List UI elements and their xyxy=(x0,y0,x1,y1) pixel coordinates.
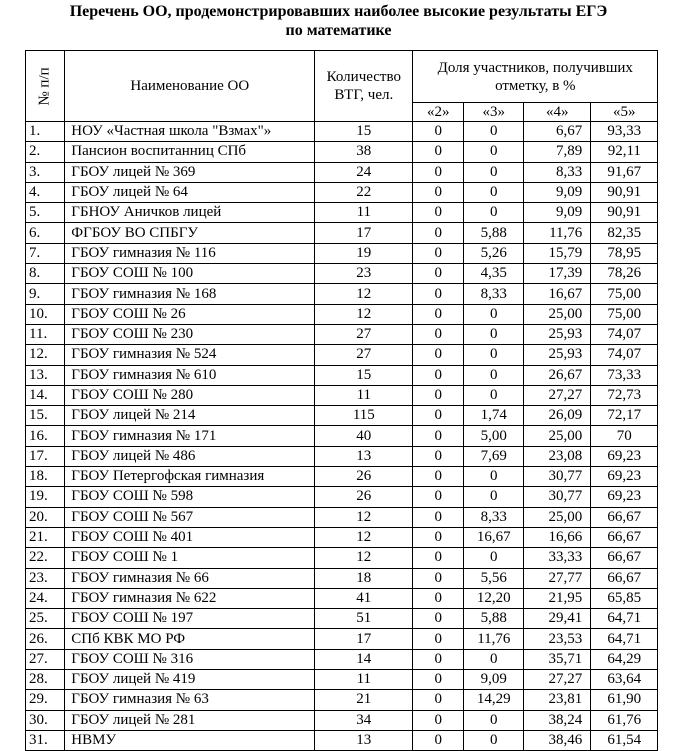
row-grade-2: 0 xyxy=(413,467,464,487)
table-row xyxy=(26,609,658,629)
row-vtg-count: 19 xyxy=(315,243,413,263)
row-school-name: ГБОУ гимназия № 524 xyxy=(65,345,315,365)
row-number: 3. xyxy=(26,162,65,182)
table-row xyxy=(26,649,658,669)
row-grade-2: 0 xyxy=(413,345,464,365)
row-number: 29. xyxy=(26,690,65,710)
row-grade-2: 0 xyxy=(413,527,464,547)
row-grade-2: 0 xyxy=(413,223,464,243)
document-title xyxy=(0,2,677,40)
row-grade-5: 63,64 xyxy=(591,670,658,690)
header-grade-2: «2» xyxy=(413,103,464,122)
table-row xyxy=(26,304,658,324)
row-number: 23. xyxy=(26,568,65,588)
row-grade-3: 5,00 xyxy=(464,426,524,446)
row-grade-4: 33,33 xyxy=(524,548,591,568)
row-grade-5: 72,73 xyxy=(591,385,658,405)
row-grade-4: 25,93 xyxy=(524,324,591,344)
row-number: 8. xyxy=(26,264,65,284)
row-grade-3: 0 xyxy=(464,365,524,385)
row-number: 24. xyxy=(26,588,65,608)
row-grade-5: 78,95 xyxy=(591,243,658,263)
row-grade-5: 92,11 xyxy=(591,142,658,162)
row-grade-5: 61,54 xyxy=(591,730,658,750)
row-grade-3: 0 xyxy=(464,710,524,730)
row-number: 4. xyxy=(26,182,65,202)
row-grade-3: 5,56 xyxy=(464,568,524,588)
row-number: 19. xyxy=(26,487,65,507)
row-school-name: ГБОУ гимназия № 622 xyxy=(65,588,315,608)
row-grade-2: 0 xyxy=(413,710,464,730)
row-grade-3: 5,88 xyxy=(464,223,524,243)
row-grade-5: 70 xyxy=(591,426,658,446)
table-body xyxy=(26,122,658,751)
row-grade-4: 38,46 xyxy=(524,730,591,750)
row-grade-5: 78,26 xyxy=(591,264,658,284)
table-row xyxy=(26,588,658,608)
row-grade-2: 0 xyxy=(413,162,464,182)
row-grade-5: 64,71 xyxy=(591,609,658,629)
row-grade-2: 0 xyxy=(413,365,464,385)
row-vtg-count: 13 xyxy=(315,446,413,466)
row-grade-2: 0 xyxy=(413,446,464,466)
table-row xyxy=(26,345,658,365)
row-grade-2: 0 xyxy=(413,629,464,649)
table-row xyxy=(26,264,658,284)
row-school-name: ГБОУ гимназия № 116 xyxy=(65,243,315,263)
row-grade-2: 0 xyxy=(413,385,464,405)
row-school-name: СПб КВК МО РФ xyxy=(65,629,315,649)
row-school-name: НВМУ xyxy=(65,730,315,750)
row-grade-3: 8,33 xyxy=(464,284,524,304)
table-row xyxy=(26,406,658,426)
row-grade-4: 38,24 xyxy=(524,710,591,730)
row-grade-5: 66,67 xyxy=(591,527,658,547)
row-vtg-count: 24 xyxy=(315,162,413,182)
row-school-name: ГБОУ гимназия № 66 xyxy=(65,568,315,588)
row-number: 16. xyxy=(26,426,65,446)
row-school-name: ГБОУ СОШ № 26 xyxy=(65,304,315,324)
row-school-name: ГБОУ СОШ № 316 xyxy=(65,649,315,669)
row-school-name: ГБОУ гимназия № 168 xyxy=(65,284,315,304)
row-grade-2: 0 xyxy=(413,203,464,223)
row-grade-2: 0 xyxy=(413,548,464,568)
row-grade-5: 93,33 xyxy=(591,122,658,142)
row-grade-4: 15,79 xyxy=(524,243,591,263)
row-grade-3: 0 xyxy=(464,162,524,182)
table-row xyxy=(26,507,658,527)
row-school-name: ГБОУ гимназия № 63 xyxy=(65,690,315,710)
row-school-name: ГБОУ лицей № 369 xyxy=(65,162,315,182)
row-number: 17. xyxy=(26,446,65,466)
row-grade-4: 30,77 xyxy=(524,487,591,507)
row-number: 30. xyxy=(26,710,65,730)
row-grade-4: 27,27 xyxy=(524,670,591,690)
row-grade-3: 5,26 xyxy=(464,243,524,263)
row-grade-2: 0 xyxy=(413,406,464,426)
row-grade-4: 16,66 xyxy=(524,527,591,547)
row-school-name: ГБОУ СОШ № 567 xyxy=(65,507,315,527)
table-row xyxy=(26,365,658,385)
row-vtg-count: 12 xyxy=(315,507,413,527)
row-grade-2: 0 xyxy=(413,182,464,202)
table-row xyxy=(26,223,658,243)
row-school-name: ГБОУ лицей № 214 xyxy=(65,406,315,426)
row-school-name: ГБОУ СОШ № 1 xyxy=(65,548,315,568)
table-row xyxy=(26,446,658,466)
row-grade-2: 0 xyxy=(413,243,464,263)
header-grade-4: «4» xyxy=(524,103,591,122)
row-vtg-count: 15 xyxy=(315,365,413,385)
row-number: 6. xyxy=(26,223,65,243)
row-school-name: ГБОУ гимназия № 171 xyxy=(65,426,315,446)
row-vtg-count: 15 xyxy=(315,122,413,142)
row-grade-4: 16,67 xyxy=(524,284,591,304)
table-row xyxy=(26,710,658,730)
row-grade-2: 0 xyxy=(413,730,464,750)
table-row xyxy=(26,203,658,223)
row-grade-4: 9,09 xyxy=(524,182,591,202)
row-number: 11. xyxy=(26,324,65,344)
row-school-name: ГБНОУ Аничков лицей xyxy=(65,203,315,223)
row-grade-2: 0 xyxy=(413,690,464,710)
table-row xyxy=(26,467,658,487)
row-vtg-count: 34 xyxy=(315,710,413,730)
row-grade-3: 0 xyxy=(464,203,524,223)
row-grade-4: 29,41 xyxy=(524,609,591,629)
row-grade-4: 23,81 xyxy=(524,690,591,710)
row-grade-4: 6,67 xyxy=(524,122,591,142)
results-table xyxy=(25,50,658,751)
row-school-name: ГБОУ СОШ № 197 xyxy=(65,609,315,629)
row-number: 26. xyxy=(26,629,65,649)
row-grade-3: 0 xyxy=(464,122,524,142)
row-grade-2: 0 xyxy=(413,122,464,142)
row-vtg-count: 17 xyxy=(315,223,413,243)
row-grade-4: 27,27 xyxy=(524,385,591,405)
table-row xyxy=(26,487,658,507)
row-vtg-count: 11 xyxy=(315,670,413,690)
row-number: 2. xyxy=(26,142,65,162)
row-vtg-count: 27 xyxy=(315,345,413,365)
row-grade-2: 0 xyxy=(413,304,464,324)
row-vtg-count: 26 xyxy=(315,467,413,487)
row-grade-5: 61,90 xyxy=(591,690,658,710)
row-number: 5. xyxy=(26,203,65,223)
row-grade-2: 0 xyxy=(413,142,464,162)
row-grade-5: 61,76 xyxy=(591,710,658,730)
row-grade-3: 0 xyxy=(464,548,524,568)
table-row xyxy=(26,426,658,446)
header-grade-3: «3» xyxy=(464,103,524,122)
row-grade-4: 8,33 xyxy=(524,162,591,182)
row-grade-5: 72,17 xyxy=(591,406,658,426)
row-number: 9. xyxy=(26,284,65,304)
table-row xyxy=(26,548,658,568)
row-grade-4: 21,95 xyxy=(524,588,591,608)
row-grade-3: 7,69 xyxy=(464,446,524,466)
row-vtg-count: 11 xyxy=(315,203,413,223)
row-grade-3: 14,29 xyxy=(464,690,524,710)
header-number: № п/п xyxy=(26,51,65,122)
row-grade-5: 69,23 xyxy=(591,487,658,507)
row-grade-5: 74,07 xyxy=(591,345,658,365)
row-grade-3: 0 xyxy=(464,467,524,487)
row-grade-2: 0 xyxy=(413,324,464,344)
row-school-name: ГБОУ СОШ № 401 xyxy=(65,527,315,547)
row-vtg-count: 23 xyxy=(315,264,413,284)
row-number: 25. xyxy=(26,609,65,629)
table-row xyxy=(26,324,658,344)
row-grade-4: 26,09 xyxy=(524,406,591,426)
table-row xyxy=(26,182,658,202)
row-school-name: ГБОУ СОШ № 598 xyxy=(65,487,315,507)
row-grade-3: 4,35 xyxy=(464,264,524,284)
row-grade-4: 17,39 xyxy=(524,264,591,284)
table-row xyxy=(26,284,658,304)
row-grade-2: 0 xyxy=(413,487,464,507)
row-grade-3: 0 xyxy=(464,345,524,365)
row-grade-5: 90,91 xyxy=(591,182,658,202)
title-line-2: по математике xyxy=(285,22,392,39)
row-vtg-count: 18 xyxy=(315,568,413,588)
table-row xyxy=(26,122,658,142)
row-grade-3: 9,09 xyxy=(464,670,524,690)
row-grade-2: 0 xyxy=(413,264,464,284)
row-vtg-count: 12 xyxy=(315,548,413,568)
row-grade-2: 0 xyxy=(413,507,464,527)
row-grade-3: 16,67 xyxy=(464,527,524,547)
row-grade-4: 25,93 xyxy=(524,345,591,365)
row-grade-3: 0 xyxy=(464,182,524,202)
table-row xyxy=(26,142,658,162)
row-number: 22. xyxy=(26,548,65,568)
row-grade-4: 23,08 xyxy=(524,446,591,466)
header-name: Наименование ОО xyxy=(65,51,315,122)
row-school-name: Пансион воспитанниц СПб xyxy=(65,142,315,162)
row-grade-3: 0 xyxy=(464,304,524,324)
row-vtg-count: 13 xyxy=(315,730,413,750)
table-row xyxy=(26,629,658,649)
row-grade-2: 0 xyxy=(413,426,464,446)
row-grade-3: 5,88 xyxy=(464,609,524,629)
table-row xyxy=(26,243,658,263)
row-grade-5: 91,67 xyxy=(591,162,658,182)
row-school-name: ГБОУ СОШ № 230 xyxy=(65,324,315,344)
row-school-name: ГБОУ лицей № 486 xyxy=(65,446,315,466)
row-grade-2: 0 xyxy=(413,670,464,690)
row-grade-3: 0 xyxy=(464,385,524,405)
title-line-1: Перечень ОО, продемонстрировавших наиболее высокие результаты ЕГЭ xyxy=(69,3,608,20)
row-school-name: ГБОУ гимназия № 610 xyxy=(65,365,315,385)
row-grade-5: 66,67 xyxy=(591,507,658,527)
row-vtg-count: 14 xyxy=(315,649,413,669)
table-row xyxy=(26,162,658,182)
row-school-name: ФГБОУ ВО СПБГУ xyxy=(65,223,315,243)
row-school-name: ГБОУ лицей № 419 xyxy=(65,670,315,690)
table-row xyxy=(26,670,658,690)
row-grade-5: 75,00 xyxy=(591,304,658,324)
row-vtg-count: 115 xyxy=(315,406,413,426)
row-grade-3: 0 xyxy=(464,487,524,507)
table-row xyxy=(26,385,658,405)
row-grade-3: 12,20 xyxy=(464,588,524,608)
row-vtg-count: 38 xyxy=(315,142,413,162)
row-number: 20. xyxy=(26,507,65,527)
row-number: 7. xyxy=(26,243,65,263)
row-vtg-count: 40 xyxy=(315,426,413,446)
row-number: 13. xyxy=(26,365,65,385)
row-number: 15. xyxy=(26,406,65,426)
row-grade-3: 0 xyxy=(464,324,524,344)
row-grade-3: 1,74 xyxy=(464,406,524,426)
row-vtg-count: 22 xyxy=(315,182,413,202)
row-grade-5: 90,91 xyxy=(591,203,658,223)
header-grade-5: «5» xyxy=(591,103,658,122)
row-number: 21. xyxy=(26,527,65,547)
row-grade-2: 0 xyxy=(413,649,464,669)
row-grade-3: 8,33 xyxy=(464,507,524,527)
row-vtg-count: 26 xyxy=(315,487,413,507)
row-number: 18. xyxy=(26,467,65,487)
row-grade-5: 75,00 xyxy=(591,284,658,304)
row-school-name: ГБОУ лицей № 64 xyxy=(65,182,315,202)
row-grade-4: 23,53 xyxy=(524,629,591,649)
row-number: 31. xyxy=(26,730,65,750)
header-vtg-count: Количество ВТГ, чел. xyxy=(315,51,413,122)
row-vtg-count: 12 xyxy=(315,284,413,304)
row-school-name: НОУ «Частная школа "Взмах"» xyxy=(65,122,315,142)
row-number: 27. xyxy=(26,649,65,669)
row-grade-4: 26,67 xyxy=(524,365,591,385)
row-vtg-count: 11 xyxy=(315,385,413,405)
row-number: 12. xyxy=(26,345,65,365)
header-share: Доля участников, получивших отметку, в % xyxy=(413,51,658,103)
row-school-name: ГБОУ СОШ № 280 xyxy=(65,385,315,405)
row-vtg-count: 12 xyxy=(315,527,413,547)
row-grade-5: 66,67 xyxy=(591,548,658,568)
row-grade-2: 0 xyxy=(413,609,464,629)
row-vtg-count: 27 xyxy=(315,324,413,344)
row-grade-3: 0 xyxy=(464,649,524,669)
row-grade-4: 25,00 xyxy=(524,304,591,324)
row-grade-5: 69,23 xyxy=(591,446,658,466)
row-grade-5: 66,67 xyxy=(591,568,658,588)
row-grade-3: 11,76 xyxy=(464,629,524,649)
row-school-name: ГБОУ лицей № 281 xyxy=(65,710,315,730)
row-vtg-count: 41 xyxy=(315,588,413,608)
row-grade-4: 30,77 xyxy=(524,467,591,487)
row-grade-4: 9,09 xyxy=(524,203,591,223)
row-vtg-count: 17 xyxy=(315,629,413,649)
row-number: 1. xyxy=(26,122,65,142)
row-grade-3: 0 xyxy=(464,730,524,750)
row-number: 28. xyxy=(26,670,65,690)
row-vtg-count: 21 xyxy=(315,690,413,710)
row-grade-2: 0 xyxy=(413,568,464,588)
row-grade-2: 0 xyxy=(413,588,464,608)
row-grade-5: 65,85 xyxy=(591,588,658,608)
row-grade-5: 64,29 xyxy=(591,649,658,669)
table-row xyxy=(26,730,658,750)
row-grade-5: 73,33 xyxy=(591,365,658,385)
row-number: 10. xyxy=(26,304,65,324)
row-school-name: ГБОУ Петергофская гимназия xyxy=(65,467,315,487)
table-row xyxy=(26,690,658,710)
row-grade-4: 7,89 xyxy=(524,142,591,162)
row-grade-5: 82,35 xyxy=(591,223,658,243)
row-grade-4: 25,00 xyxy=(524,426,591,446)
row-number: 14. xyxy=(26,385,65,405)
row-grade-5: 74,07 xyxy=(591,324,658,344)
row-grade-5: 69,23 xyxy=(591,467,658,487)
row-grade-4: 35,71 xyxy=(524,649,591,669)
table-row xyxy=(26,568,658,588)
row-grade-5: 64,71 xyxy=(591,629,658,649)
row-vtg-count: 51 xyxy=(315,609,413,629)
row-vtg-count: 12 xyxy=(315,304,413,324)
table-row xyxy=(26,527,658,547)
row-grade-3: 0 xyxy=(464,142,524,162)
row-grade-4: 27,77 xyxy=(524,568,591,588)
row-grade-4: 11,76 xyxy=(524,223,591,243)
row-school-name: ГБОУ СОШ № 100 xyxy=(65,264,315,284)
row-grade-2: 0 xyxy=(413,284,464,304)
row-grade-4: 25,00 xyxy=(524,507,591,527)
